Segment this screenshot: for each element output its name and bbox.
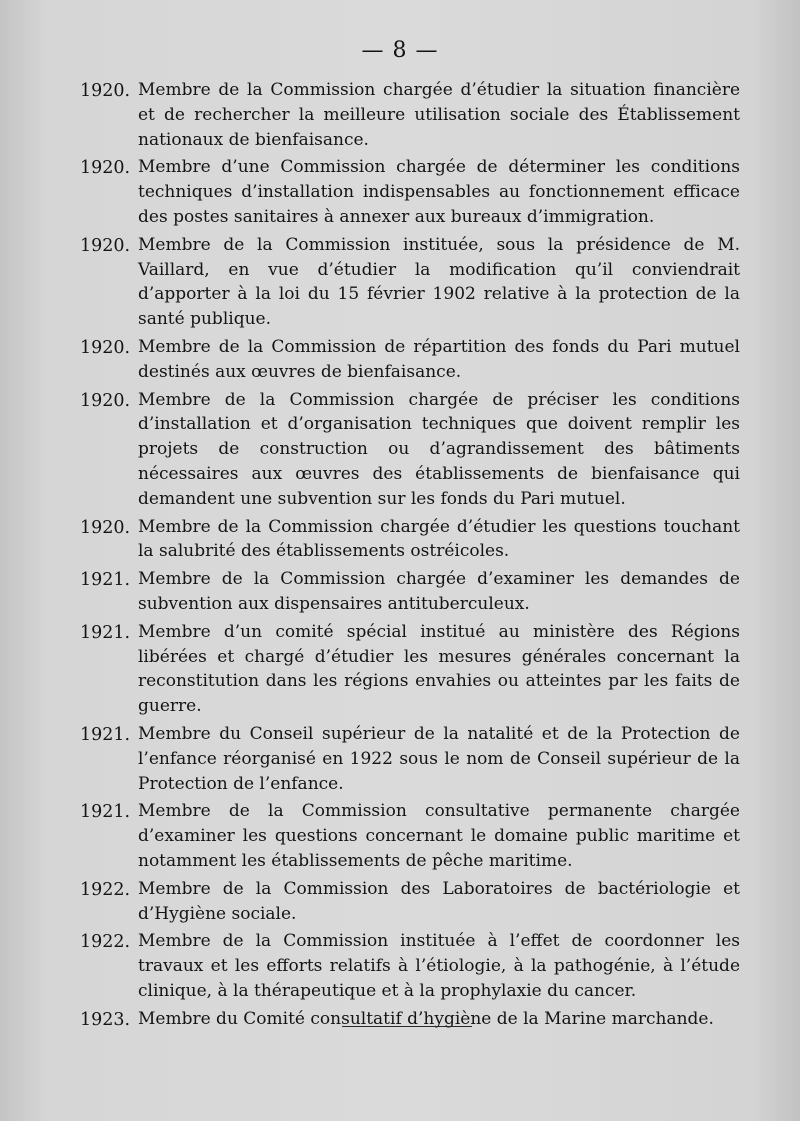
entry-year: 1921.: [80, 802, 131, 823]
list-item: [80, 620, 740, 719]
entry-year: 1923.: [80, 1009, 131, 1030]
entry-year: 1921.: [80, 724, 131, 745]
list-item: [80, 155, 740, 229]
entry-text: Membre de la Commission consultative permanente chargée d’examiner les questions concernant le domaine public maritime et notamment les établissements de pêche maritime.: [138, 801, 740, 871]
list-item: [80, 388, 740, 512]
list-item: [80, 1007, 740, 1033]
list-item: [80, 78, 740, 152]
list-item: [80, 929, 740, 1003]
entry-text: Membre du Conseil supérieur de la natalité et de la Protection de l’enfance réorganisé en 1922 sous le nom de Conseil supérieur de la Protection de l’enfance.: [138, 723, 740, 794]
entry-text: Membre de la Commission des Laboratoires de bactériologie et d’Hygiène sociale.: [138, 878, 740, 924]
list-item: [80, 722, 740, 796]
entry-year: 1920.: [80, 235, 131, 256]
entry-year: 1922.: [80, 879, 131, 900]
entry-year: 1920.: [80, 390, 131, 411]
entry-year: 1921.: [80, 622, 131, 643]
list-item: [80, 515, 740, 565]
list-item: [80, 233, 740, 332]
entry-year: 1920.: [80, 81, 131, 101]
entry-year: 1922.: [80, 932, 131, 953]
entry-text: Membre de la Commission instituée, sous la présidence de M. Vaillard, en vue d’étudier la modification qu’il conviendrait d’apporter à la loi du 15 février 1902 relative à la protection de la santé publique.: [138, 234, 740, 330]
entry-text: Membre de la Commission chargée d’examiner les demandes de subvention aux dispensaires antituberculeux.: [138, 569, 740, 614]
entry-text: Membre de la Commission de répartition des fonds du Pari mutuel destinés aux œuvres de bienfaisance.: [138, 336, 740, 382]
entry-year: 1920.: [80, 158, 131, 179]
entry-year: 1920.: [80, 517, 131, 538]
entry-year: 1920.: [80, 337, 131, 358]
list-item: [80, 567, 740, 617]
list-item: [80, 335, 740, 385]
entry-list: [80, 78, 740, 1035]
entry-text: Membre de la Commission chargée d’étudier la situation financière et de rechercher la meilleure utilisation sociale des Établissement nationaux de bienfaisance.: [138, 80, 740, 150]
list-item: [80, 799, 740, 873]
entry-text: Membre du Comité consultatif d’hygiène de la Marine marchande.: [138, 1008, 714, 1029]
entry-text: Membre d’un comité spécial institué au ministère des Régions libérées et chargé d’étudier les mesures générales concernant la reconstitution dans les régions envahies ou atteintes par les faits de guerre.: [138, 621, 740, 717]
entry-text: Membre de la Commission chargée de préciser les conditions d’installation et d’organisation techniques que doivent remplir les projets de construction ou d’agrandissement des bâtiments nécessaires aux œuvres des établissements de bienfaisance qui demandent une subvention sur les fonds du Pari mutuel.: [138, 389, 740, 509]
separator-rule: [342, 1026, 472, 1027]
entry-text: Membre de la Commission chargée d’étudier les questions touchant la salubrité des établissements ostréicoles.: [138, 516, 740, 562]
page-number: — 8 —: [361, 38, 439, 63]
entry-year: 1921.: [80, 570, 131, 591]
entry-text: Membre de la Commission instituée à l’effet de coordonner les travaux et les efforts relatifs à l’étiologie, à la pathogénie, à l’étude clinique, à la thérapeutique et à la prophylaxie du cancer.: [138, 931, 740, 1001]
entry-text: Membre d’une Commission chargée de déterminer les conditions techniques d’installation indispensables au fonctionnement efficace des postes sanitaires à annexer aux bureaux d’immigration.: [138, 157, 740, 227]
list-item: [80, 877, 740, 927]
